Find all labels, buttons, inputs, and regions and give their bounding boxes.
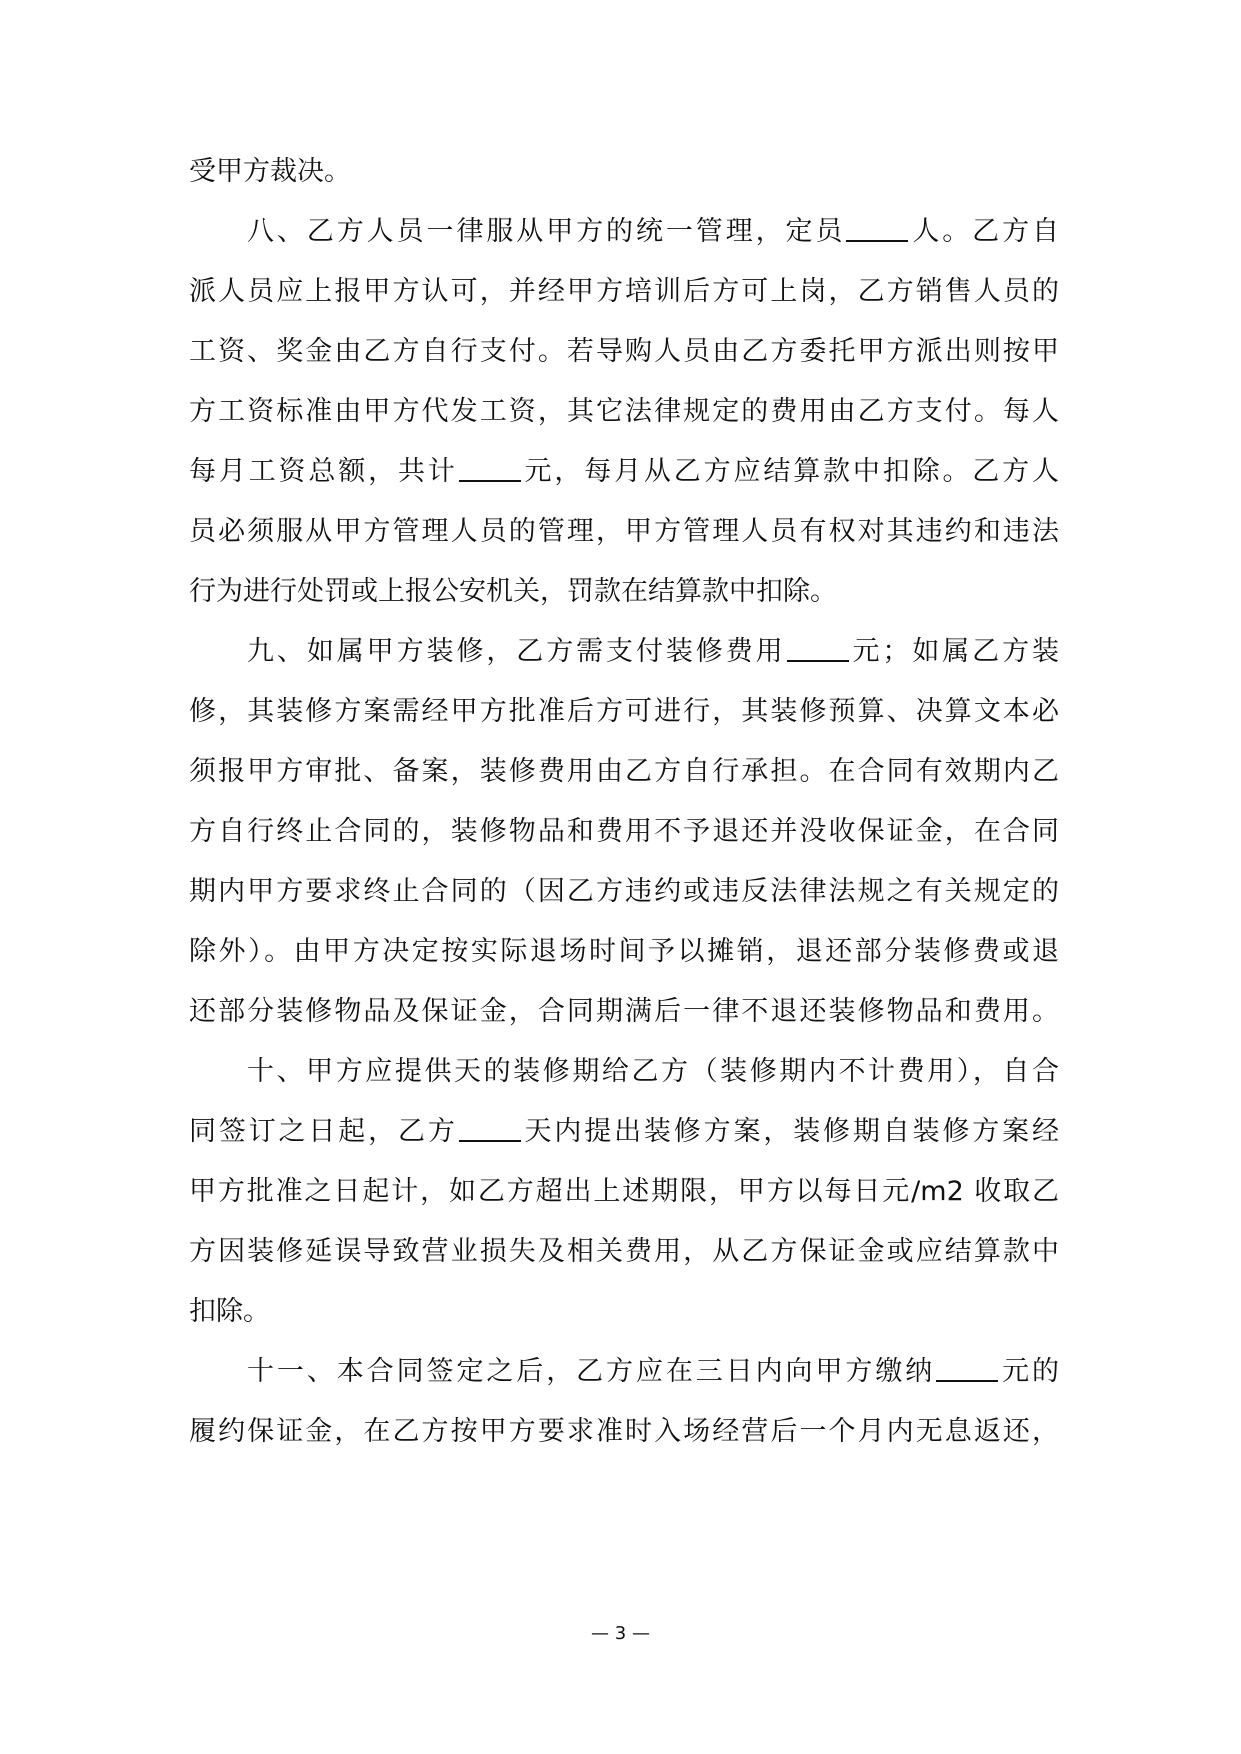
text-run: 十一、本合同签定之后，乙方应在三日内向甲方缴纳 bbox=[247, 1356, 936, 1387]
paragraph-line bbox=[189, 152, 351, 192]
text-run: 天内提出装修方案，装修期自装修方案经 bbox=[521, 1116, 1060, 1147]
paragraph-line bbox=[189, 632, 1059, 672]
fill-in-blank bbox=[787, 636, 849, 662]
paragraph-line bbox=[189, 1112, 1059, 1152]
paragraph-line bbox=[189, 212, 1059, 252]
text-run: 十、甲方应提供天的装修期给乙方（装修期内不计费用），自合 bbox=[247, 1056, 1059, 1087]
paragraph-line bbox=[189, 872, 1059, 912]
text-run: 人。乙方自 bbox=[909, 216, 1060, 247]
text-run: 除外）。由甲方决定按实际退场时间予以摊销，退还部分装修费或退 bbox=[189, 936, 1059, 967]
text-run: 履约保证金，在乙方按甲方要求准时入场经营后一个月内无息返还， bbox=[189, 1416, 1059, 1447]
text-run: 元，每月从乙方应结算款中扣除。乙方人 bbox=[521, 456, 1060, 487]
paragraph-line bbox=[189, 692, 1059, 732]
text-run: 派人员应上报甲方认可，并经甲方培训后方可上岗，乙方销售人员的 bbox=[189, 276, 1059, 307]
text-run: 扣除。 bbox=[189, 1296, 270, 1327]
paragraph-line bbox=[189, 392, 1059, 432]
text-run: 每月工资总额，共计 bbox=[189, 456, 458, 487]
paragraph-line bbox=[189, 1352, 1059, 1392]
fill-in-blank bbox=[459, 1116, 521, 1142]
fill-in-blank bbox=[936, 1356, 998, 1382]
text-run: 元；如属乙方装 bbox=[849, 636, 1060, 667]
paragraph-line bbox=[189, 992, 1059, 1032]
paragraph-line bbox=[189, 932, 1059, 972]
page-number: — 3 — bbox=[591, 1623, 650, 1644]
text-run: 八、乙方人员一律服从甲方的统一管理，定员 bbox=[247, 216, 846, 247]
paragraph-line bbox=[189, 272, 1059, 312]
paragraph-line bbox=[189, 752, 1059, 792]
text-run: 须报甲方审批、备案，装修费用由乙方自行承担。在合同有效期内乙 bbox=[189, 756, 1059, 787]
text-run: 行为进行处罚或上报公安机关，罚款在结算款中扣除。 bbox=[189, 576, 837, 607]
text-run: 期内甲方要求终止合同的（因乙方违约或违反法律法规之有关规定的 bbox=[189, 876, 1059, 907]
paragraph-line bbox=[189, 812, 1059, 852]
paragraph-line bbox=[189, 1052, 1059, 1092]
text-run: 员必须服从甲方管理人员的管理，甲方管理人员有权对其违约和违法 bbox=[189, 516, 1059, 547]
paragraph-line bbox=[189, 1232, 1059, 1272]
fill-in-blank bbox=[459, 456, 521, 482]
text-run: 同签订之日起，乙方 bbox=[189, 1116, 458, 1147]
fill-in-blank bbox=[846, 216, 908, 242]
text-run: 甲方批准之日起计，如乙方超出上述期限，甲方以每日元/m2 收取乙 bbox=[189, 1176, 1059, 1207]
paragraph-line bbox=[189, 1292, 270, 1332]
text-run: 还部分装修物品及保证金，合同期满后一律不退还装修物品和费用。 bbox=[189, 996, 1059, 1027]
text-run: 方工资标准由甲方代发工资，其它法律规定的费用由乙方支付。每人 bbox=[189, 396, 1059, 427]
text-run: 九、如属甲方装修，乙方需支付装修费用 bbox=[247, 636, 786, 667]
text-run: 受甲方裁决。 bbox=[189, 156, 351, 187]
paragraph-line bbox=[189, 452, 1059, 492]
paragraph-line bbox=[189, 572, 837, 612]
text-run: 方自行终止合同的，装修物品和费用不予退还并没收保证金，在合同 bbox=[189, 816, 1059, 847]
text-run: 修，其装修方案需经甲方批准后方可进行，其装修预算、决算文本必 bbox=[189, 696, 1059, 727]
paragraph-line bbox=[189, 512, 1059, 552]
text-run: 方因装修延误导致营业损失及相关费用，从乙方保证金或应结算款中 bbox=[189, 1236, 1059, 1267]
text-run: 工资、奖金由乙方自行支付。若导购人员由乙方委托甲方派出则按甲 bbox=[189, 336, 1059, 367]
paragraph-line bbox=[189, 1412, 1059, 1452]
text-run: 元的 bbox=[999, 1356, 1060, 1387]
paragraph-line bbox=[189, 332, 1059, 372]
paragraph-line bbox=[189, 1172, 1059, 1212]
